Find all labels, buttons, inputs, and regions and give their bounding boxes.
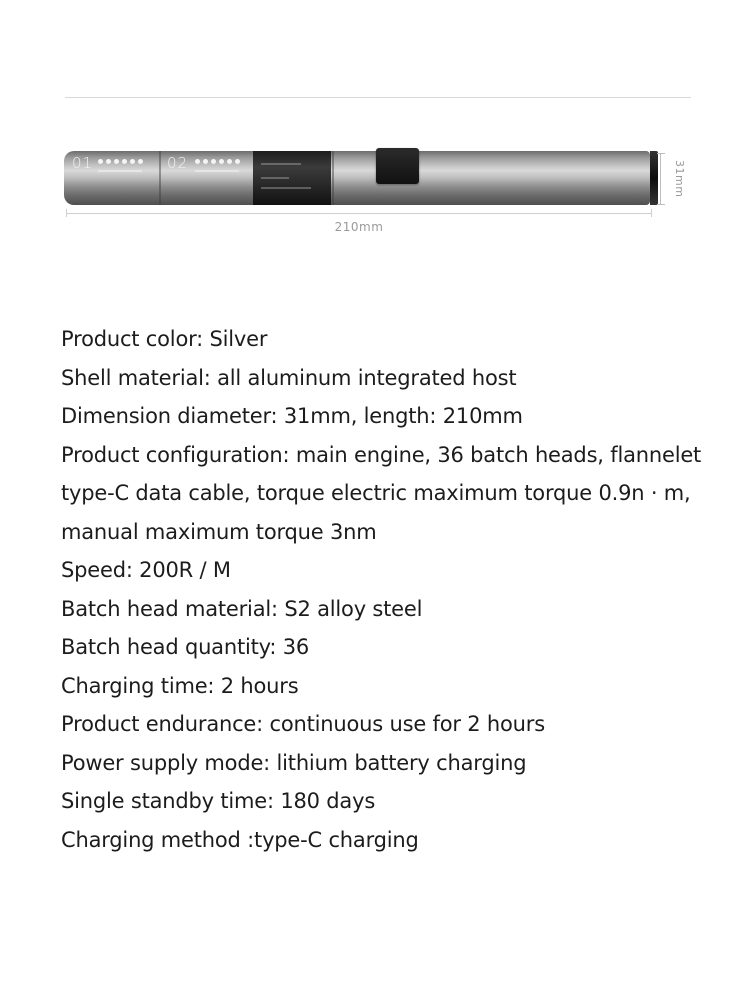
screwdriver-product-image (64, 148, 658, 208)
spec-line: Dimension diameter: 31mm, length: 210mm (61, 404, 523, 428)
slot-label-02: 02 (167, 154, 189, 172)
slot-label-01: 01 (72, 154, 94, 172)
tube-seam (332, 151, 334, 205)
bit-slot-dots-02 (195, 159, 240, 165)
length-dimension-label: 210mm (334, 220, 384, 234)
diameter-dimension-label: 31mm (673, 160, 686, 198)
end-cap (650, 151, 658, 205)
display-window (253, 151, 331, 205)
spec-list (61, 320, 731, 859)
top-divider (65, 97, 691, 98)
spec-line: Batch head quantity: 36 (61, 635, 310, 659)
spec-line: Power supply mode: lithium battery charging (61, 750, 527, 775)
diameter-dimension-line (660, 153, 667, 205)
spec-line: Batch head material: S2 alloy steel (61, 596, 423, 621)
bit-slot-marker-02 (195, 170, 239, 172)
spec-line: Charging method :type-C charging (61, 827, 419, 852)
bit-slot-marker-01 (98, 170, 142, 172)
tube-seam (159, 151, 161, 205)
spec-line: type-C data cable, torque electric maximum torque 0.9n · m, (61, 481, 691, 505)
length-dimension-line (66, 213, 652, 214)
bit-slot-dots-01 (98, 159, 143, 165)
spec-line: Charging time: 2 hours (61, 673, 299, 698)
spec-line: manual maximum torque 3nm (61, 519, 377, 544)
spec-line: Product configuration: main engine, 36 batch heads, flannelet (61, 442, 702, 467)
spec-line: Product color: Silver (61, 327, 268, 351)
spec-line: Product endurance: continuous use for 2 hours (61, 712, 545, 736)
spec-line: Speed: 200R / M (61, 558, 231, 582)
spec-line: Shell material: all aluminum integrated host (61, 365, 517, 390)
aluminum-tube (64, 151, 650, 205)
power-button (376, 148, 419, 184)
spec-line: Single standby time: 180 days (61, 789, 376, 813)
